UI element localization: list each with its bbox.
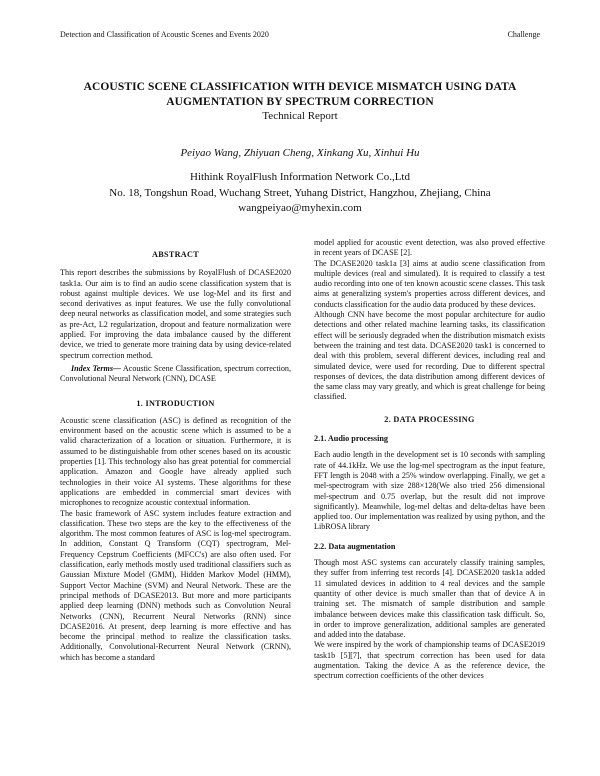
affiliation [40,170,560,217]
affiliation-email: wangpeiyao@myhexin.com [238,202,362,214]
right-paragraph-1: model applied for acoustic event detection, was also proved effective in recent years of DCASE [2]. [314,238,545,258]
title-line-1: ACOUSTIC SCENE CLASSIFICATION WITH DEVICE MISMATCH USING DATA [83,81,517,93]
paper-title [60,80,540,109]
intro-paragraph-2: The basic framework of ASC system includes feature extraction and classification. These two steps are the key to the effectiveness of the algorithm. The most common features of ASC is log-mel spectrogram. In addition, Constant Q Transform (CQT) spectrogram, Mel-Frequency Cepstrum Coefficients (MFCC's) are also often used. For classification, early methods mostly used traditional classifiers such as Gaussian Mixture Model (GMM), Hidden Markov Model (HMM), Support Vector Machine (SVM) and Neural Network. These are the principal methods of DCASE2013. But more and more participants applied deep learning (DNN) methods such as Convolution Neural Networks (CNN), Recurrent Neural Networks (RNN) since DCASE2016. At present, deep learning is more effective and has become the principal method to realize the classification tasks. Additionally, Convolutional-Recurrent Neural Network (CRNN), which has become a standard [60,508,291,662]
index-terms-text: Acoustic Scene Classification, spectrum correction, Convolutional Neural Network (CNN), DCASE [60,363,292,384]
data-processing-heading: 2. DATA PROCESSING [384,414,475,424]
index-terms-label: Index Terms— [71,363,122,373]
affiliation-org: Hithink RoyalFlush Information Network Co.,Ltd [190,171,410,183]
intro-paragraph-1: Acoustic scene classification (ASC) is defined as recognition of the environment based on the acoustic scene which is assumed to be a valid characterization of a location or situation. Furthermore, it is assumed to be distinguishable from other scenes based on its acoustic properties [1]. This technology also has great potential for commercial application. Amazon and Google have already applied such technologies in their voice AI systems. These algorithms for these applications are embedded in commercial smart devices with microphones to recognize acoustic contextual information. [60,415,291,508]
header-right: Challenge [507,30,540,39]
running-header [60,30,540,39]
data-augmentation-text-1: Though most ASC systems can accurately classify training samples, they suffer from inferring test records [4]. DCASE2020 task1a added 11 simulated devices in addition to 4 real devices and the sample quantity of other device is much smaller than that of device A in training set. The mismatch of sample distribution and sample imbalance between devices make this classification task difficult. So, in order to improve generalization, additional samples are generated and added into the database. [314,558,545,640]
data-augmentation-text-2: We were inspired by the work of championship teams of DCASE2019 task1b [5][7], that spectrum correction has been used for data augmentation. Taking the device A as the reference device, the spectrum correction coefficients of the other devices [314,640,545,681]
intro-heading: 1. INTRODUCTION [136,398,215,408]
right-column [314,238,545,682]
author-list: Peiyao Wang, Zhiyuan Cheng, Xinkang Xu, Xinhui Hu [180,147,420,159]
right-paragraph-3: Although CNN have become the most popular architecture for audio detections and other related machine learning tasks, its classification effect will be seriously degraded when the distribution mismatch exists between the training and test data. DCASE2020 task1 is concerned to deal with this problem, several different devices, including real and simulated device, were used for recording. Due to different spectral responses of devices, the data distribution among different devices of the same class may vary greatly, and which is great challenge for being classified. [314,310,545,402]
report-type: Technical Report [262,110,338,122]
left-column [60,238,291,663]
abstract-text: This report describes the submissions by RoyalFlush of DCASE2020 task1a. Our aim is to find an audio scene classification system that is robust against multiple devices. We use log-Mel and its first and second derivatives as input features. We use the fully convolutional deep neural networks as classification model, and some strategies such as pre-Act, L2 regularization, dropout and feature normalization were applied. For improving the data imbalance caused by the different device, we tried to generate more training data by using device-related spectrum correction method. [60,268,291,360]
data-augmentation-heading: 2.2. Data augmentation [314,541,396,551]
header-left: Detection and Classification of Acoustic Scenes and Events 2020 [60,30,269,39]
index-terms [60,364,291,385]
audio-processing-heading: 2.1. Audio processing [314,434,389,444]
affiliation-address: No. 18, Tongshun Road, Wuchang Street, Yuhang District, Hangzhou, Zhejiang, China [109,186,491,199]
right-paragraph-2: The DCASE2020 task1a [3] aims at audio scene classification from multiple devices (real and simulated). It is required to classify a test audio recording into one of ten known acoustic scene classes. This task aims at generalizing system's properties across different devices, and conducts classification for the audio data produced by these devices. [314,258,545,309]
title-line-2: AUGMENTATION BY SPECTRUM CORRECTION [166,95,434,108]
audio-processing-text: Each audio length in the development set is 10 seconds with sampling rate of 44.1kHz. We use the log-mel spectrogram as the input feature, FFT length is 2048 with a 25% window overlapping. Finally, we get a mel-spectrogram with size 288×128(We also tried 256 dimensional mel-spectrum and 0.75 overlap, but the result did not improve significantly). Meanwhile, log-mel deltas and delta-deltas have been applied too. Our implementation was realized by using python, and the LibROSA library [314,450,545,532]
abstract-heading: ABSTRACT [152,250,199,259]
